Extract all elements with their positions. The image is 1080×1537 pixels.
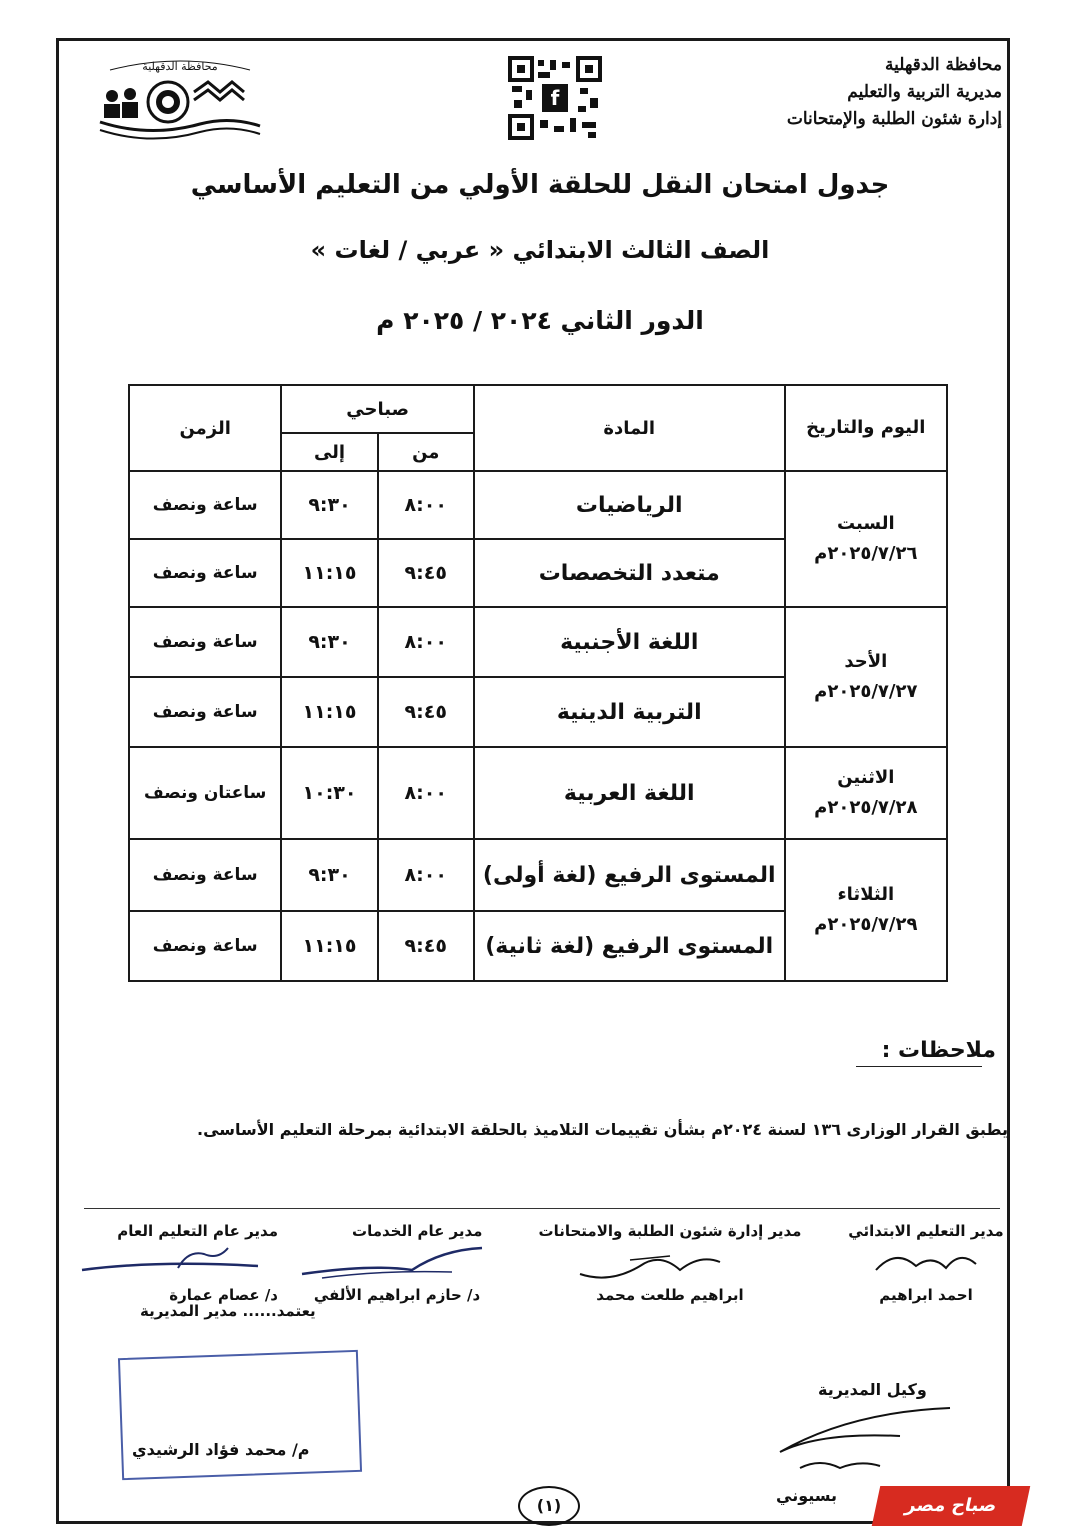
subject-cell: الرياضيات	[474, 471, 785, 539]
table-header-row	[129, 385, 947, 433]
end-time-cell: ١١:١٥	[281, 911, 377, 981]
duration-cell: ساعة ونصف	[129, 677, 281, 747]
page-title: جدول امتحان النقل للحلقة الأولي من التعليم الأساسي	[190, 170, 890, 200]
day-name: الثلاثاء	[837, 884, 895, 905]
header-to: إلى	[281, 433, 377, 471]
page-number: (١)	[518, 1486, 580, 1526]
subject-cell: اللغة الأجنبية	[474, 607, 785, 677]
signature-role: مدير التعليم الابتدائي	[848, 1222, 1004, 1240]
signature-primary-education	[836, 1222, 1016, 1322]
day-name: الاثنين	[837, 767, 895, 788]
watermark-logo: صباح مصر	[872, 1486, 1031, 1526]
header-morning: صباحي	[281, 385, 473, 433]
day-cell	[785, 471, 947, 607]
signature-services	[292, 1222, 502, 1322]
end-time-cell: ١١:١٥	[281, 677, 377, 747]
duration-cell: ساعة ونصف	[129, 471, 281, 539]
notes-text: يطبق القرار الوزارى ١٣٦ لسنة ٢٠٢٤م بشأن تقييمات التلاميذ بالحلقة الابتدائية بمرحلة التعليم الأساسى.	[196, 1120, 1008, 1139]
subject-cell: متعدد التخصصات	[474, 539, 785, 607]
handwritten-signature-icon	[836, 1240, 1016, 1284]
subject-cell: اللغة العربية	[474, 747, 785, 839]
handwritten-signature-icon	[78, 1240, 278, 1284]
subject-cell: المستوى الرفيع (لغة أولى)	[474, 839, 785, 911]
day-date: ٢٠٢٥/٧/٢٧م	[814, 681, 918, 702]
table-row	[129, 471, 947, 539]
signature-role: مدير عام التعليم العام	[117, 1222, 278, 1240]
table-row	[129, 747, 947, 839]
signature-name: د/ حازم ابراهيم الألفي	[313, 1286, 481, 1304]
signature-name: ابراهيم طلعت محمد	[596, 1286, 744, 1304]
exam-schedule-table	[128, 384, 948, 982]
duration-cell: ساعة ونصف	[129, 911, 281, 981]
day-cell	[785, 747, 947, 839]
handwritten-signature-icon	[520, 1240, 820, 1284]
approval-name: م/ محمد فؤاد الرشيدي	[132, 1440, 310, 1459]
qr-code-icon	[508, 56, 602, 140]
duration-cell: ساعتان ونصف	[129, 747, 281, 839]
grade-title: الصف الثالث الابتدائي « عربي / لغات »	[310, 236, 770, 264]
subject-cell: التربية الدينية	[474, 677, 785, 747]
header-subject: المادة	[474, 385, 785, 471]
signature-role: مدير عام الخدمات	[352, 1222, 483, 1240]
handwritten-signature-icon	[292, 1240, 502, 1284]
round-title: الدور الثاني ٢٠٢٤ / ٢٠٢٥ م	[376, 306, 704, 335]
handwritten-signature-icon	[760, 1402, 960, 1482]
signature-name: د/ عصام عمارة	[169, 1286, 278, 1304]
day-name: السبت	[836, 513, 895, 534]
duration-cell: ساعة ونصف	[129, 539, 281, 607]
notes-label: ملاحظات :	[881, 1038, 996, 1063]
header-from: من	[378, 433, 474, 471]
signature-name: احمد ابراهيم	[879, 1286, 973, 1304]
day-cell	[785, 607, 947, 747]
start-time-cell: ٨:٠٠	[378, 471, 474, 539]
end-time-cell: ١١:١٥	[281, 539, 377, 607]
end-time-cell: ٩:٣٠	[281, 607, 377, 677]
day-cell	[785, 839, 947, 981]
svg-text:f: f	[550, 86, 560, 110]
signature-role: مدير إدارة شئون الطلبة والامتحانات	[538, 1222, 802, 1240]
day-date: ٢٠٢٥/٧/٢٨م	[814, 797, 918, 818]
header-duration: الزمن	[129, 385, 281, 471]
table-row	[129, 839, 947, 911]
directorate-logo	[90, 52, 270, 152]
deputy-role: وكيل المديرية	[818, 1380, 927, 1399]
duration-cell: ساعة ونصف	[129, 607, 281, 677]
subject-cell: المستوى الرفيع (لغة ثانية)	[474, 911, 785, 981]
official-stamp	[118, 1350, 362, 1480]
start-time-cell: ٩:٤٥	[378, 911, 474, 981]
day-date: ٢٠٢٥/٧/٢٦م	[814, 543, 918, 564]
org-line-administration: إدارة شئون الطلبة والإمتحانات	[786, 109, 1002, 129]
org-line-directorate: مديرية التربية والتعليم	[847, 82, 1002, 102]
start-time-cell: ٨:٠٠	[378, 839, 474, 911]
deputy-name: بسيوني	[776, 1486, 838, 1505]
org-line-governorate: محافظة الدقهلية	[884, 55, 1002, 75]
start-time-cell: ٩:٤٥	[378, 677, 474, 747]
notes-underline	[856, 1066, 982, 1067]
end-time-cell: ٩:٣٠	[281, 471, 377, 539]
start-time-cell: ٨:٠٠	[378, 607, 474, 677]
table-row	[129, 607, 947, 677]
day-date: ٢٠٢٥/٧/٢٩م	[814, 914, 918, 935]
header-day-date: اليوم والتاريخ	[785, 385, 947, 471]
start-time-cell: ٩:٤٥	[378, 539, 474, 607]
logo-text: محافظة الدقهلية	[142, 60, 218, 73]
approval-line: يعتمد...... مدير المديرية	[140, 1302, 316, 1320]
signature-divider	[84, 1208, 1000, 1209]
end-time-cell: ١٠:٣٠	[281, 747, 377, 839]
signature-students-affairs	[520, 1222, 820, 1322]
day-name: الأحد	[844, 651, 888, 672]
start-time-cell: ٨:٠٠	[378, 747, 474, 839]
duration-cell: ساعة ونصف	[129, 839, 281, 911]
org-header	[772, 52, 1002, 133]
end-time-cell: ٩:٣٠	[281, 839, 377, 911]
